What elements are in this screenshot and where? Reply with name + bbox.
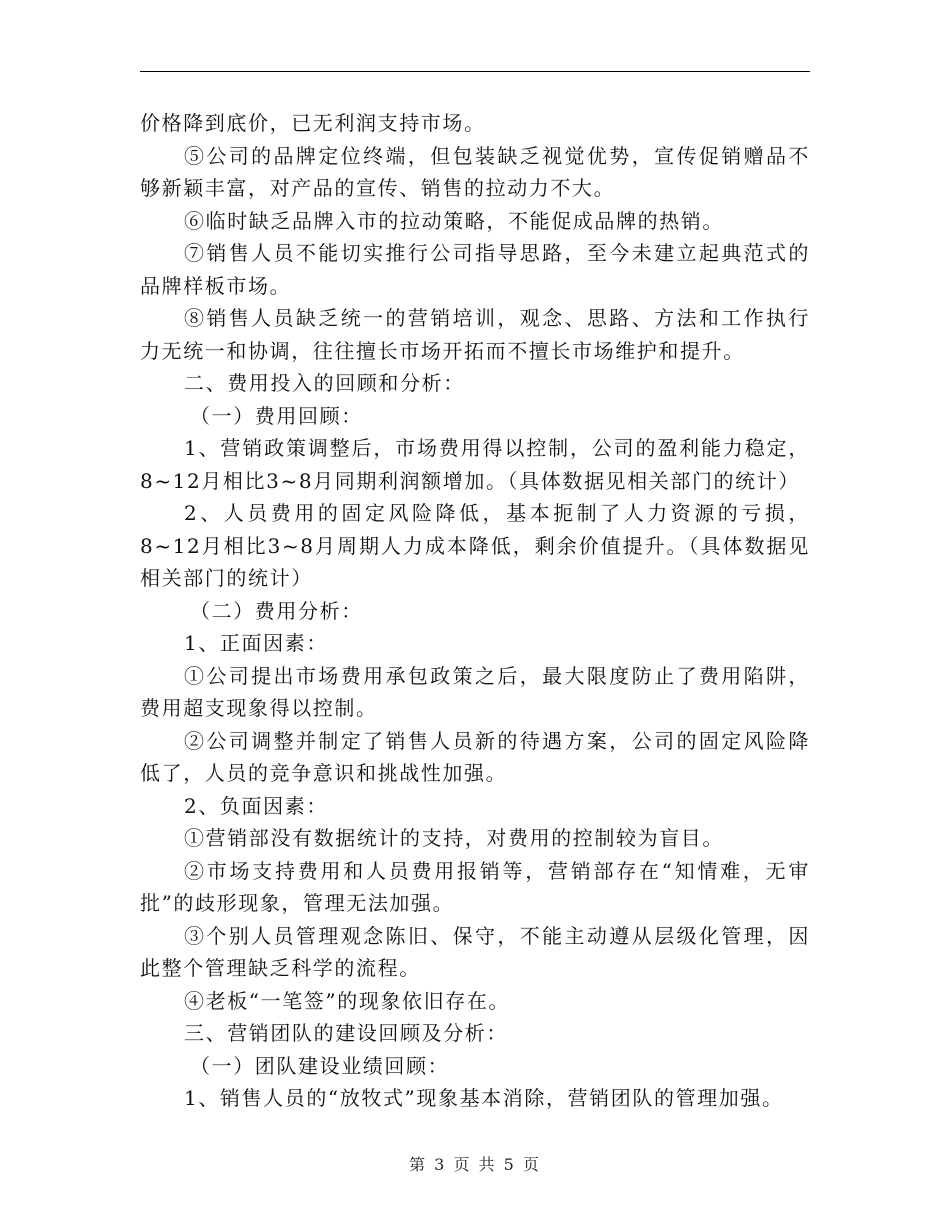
document-body bbox=[140, 107, 810, 1115]
page-number-footer: 第 3 页 共 5 页 bbox=[409, 1155, 541, 1174]
heading-negative-factors: 2、负面因素： bbox=[184, 793, 328, 818]
header-rule bbox=[140, 71, 810, 72]
paragraph-team-review-1: 1、销售人员的“放牧式”现象基本消除，营销团队的管理加强。 bbox=[184, 1086, 784, 1110]
paragraph-negative-3: ③个别人员管理观念陈旧、保守，不能主动遵从层级化管理，因此整个管理缺乏科学的流程。 bbox=[140, 923, 810, 980]
subsection-heading-cost-review: （一）费用回顾： bbox=[190, 403, 363, 428]
subsection-heading-team-review: （一）团队建设业绩回顾： bbox=[190, 1053, 450, 1078]
heading-positive-factors: 1、正面因素： bbox=[184, 631, 328, 655]
paragraph-cost-review-2: 2、人员费用的固定风险降低，基本扼制了人力资源的亏损，8~12月相比3~8月周期人力成本降低，剩余价值提升。（具体数据见相关部门的统计） bbox=[140, 501, 810, 590]
paragraph-cost-review-1: 1、营销政策调整后，市场费用得以控制，公司的盈利能力稳定，8~12月相比3~8月同期利润额增加。（具体数据见相关部门的统计） bbox=[140, 436, 810, 493]
paragraph-negative-2: ②市场支持费用和人员费用报销等，营销部存在“知情难，无审批”的歧形现象，管理无法加强。 bbox=[140, 858, 810, 915]
section-heading-3: 三、营销团队的建设回顾及分析： bbox=[184, 1021, 508, 1045]
section-heading-2: 二、费用投入的回顾和分析： bbox=[184, 371, 465, 395]
paragraph-item-7: ⑦销售人员不能切实推行公司指导思路，至今未建立起典范式的品牌样板市场。 bbox=[140, 241, 810, 298]
subsection-heading-cost-analysis: （二）费用分析： bbox=[190, 598, 363, 623]
paragraph-item-6: ⑥临时缺乏品牌入市的拉动策略，不能促成品牌的热销。 bbox=[184, 208, 724, 233]
paragraph-positive-2: ②公司调整并制定了销售人员新的待遇方案，公司的固定风险降低了，人员的竞争意识和挑战性加强。 bbox=[140, 728, 810, 785]
paragraph-continuation: 价格降到底价，已无利润支持市场。 bbox=[140, 111, 486, 135]
paragraph-negative-1: ①营销部没有数据统计的支持，对费用的控制较为盲目。 bbox=[184, 826, 724, 850]
paragraph-item-8: ⑧销售人员缺乏统一的营销培训，观念、思路、方法和工作执行力无统一和协调，往往擅长市场开拓而不擅长市场维护和提升。 bbox=[140, 306, 810, 363]
paragraph-negative-4: ④老板“一笔签”的现象依旧存在。 bbox=[184, 988, 511, 1013]
paragraph-positive-1: ①公司提出市场费用承包政策之后，最大限度防止了费用陷阱，费用超支现象得以控制。 bbox=[140, 663, 810, 720]
paragraph-item-5: ⑤公司的品牌定位终端，但包装缺乏视觉优势，宣传促销赠品不够新颖丰富，对产品的宣传、销售的拉动力不大。 bbox=[140, 143, 810, 200]
